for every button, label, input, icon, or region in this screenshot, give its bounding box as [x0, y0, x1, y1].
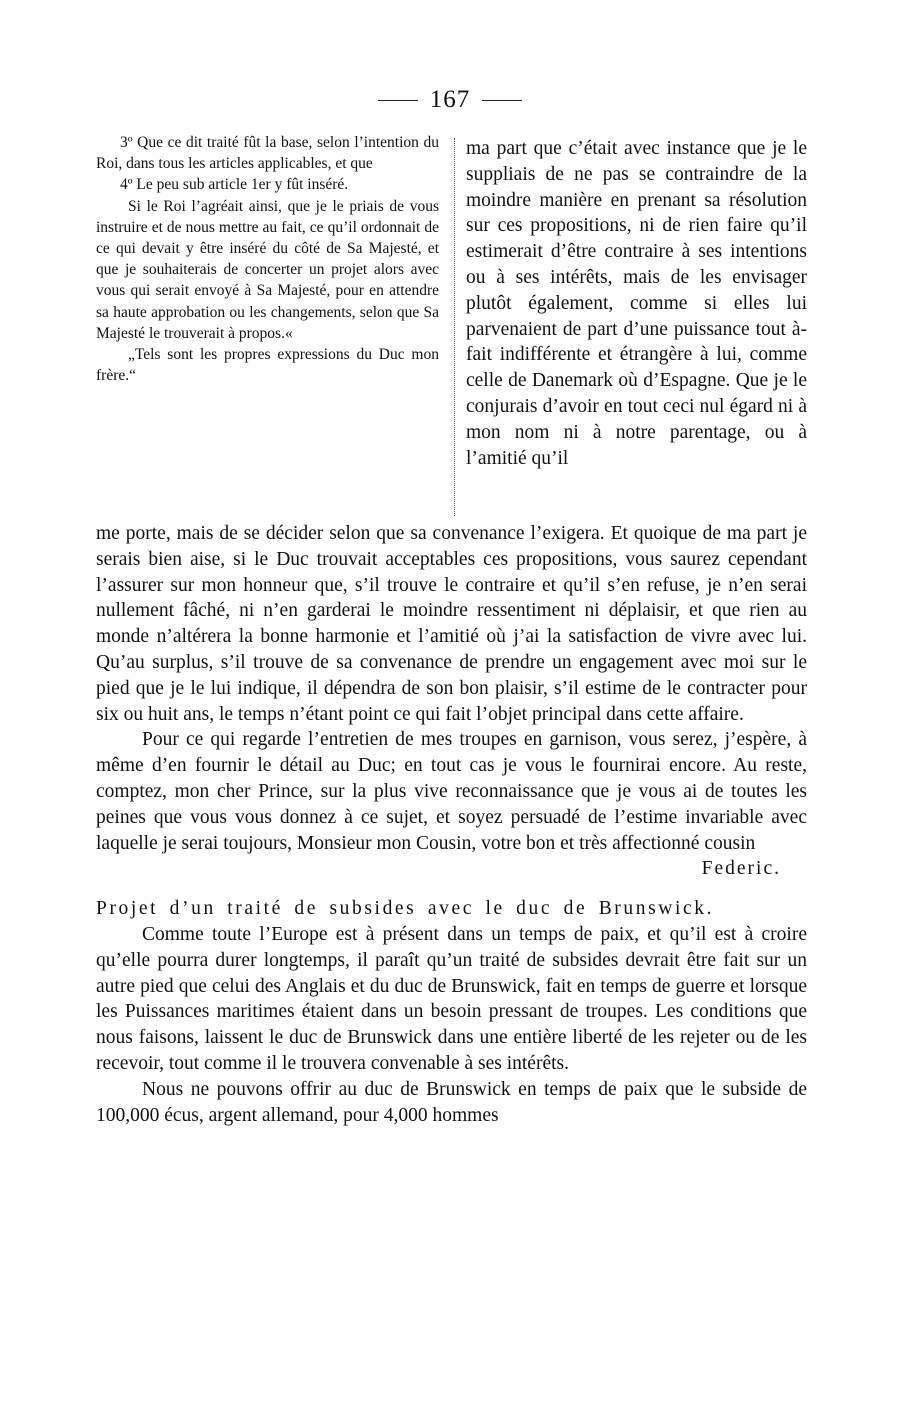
column-divider	[454, 138, 455, 516]
continuation-paragraph: me porte, mais de se décider selon que sa convenance l’exigera. Et quoique de ma part je serais bien aise, si le Duc trouvait acceptables ces propositions, vous saurez cependant l’assurer sur mon honneur que, s’il trouve le contraire et qu’il s’en refuse, je n’en serai nullement fâché, ni n’en garderai le moindre ressentiment ni déplaisir, et que rien au monde n’altérera la bonne harmonie et l’amitié où j’ai la satisfaction de vivre avec lui. Qu’au surplus, s’il trouve de sa convenance de prendre un engagement avec moi sur le pied que je le lui indique, il dépendra de son bon plaisir, s’il estime de le contracter pour six ou huit ans, le temps n’étant point ce qui fait l’objet principal dans cette affaire.	[96, 523, 807, 725]
left-paragraph-3: Si le Roi l’agréait ainsi, que je le priais de vous instruire et de nous mettre au fait, ce qu’il ordonnait de ce qui devait y être inséré du côté de Sa Majesté, et que je souhaiterais de concerter un projet alors avec vous qui serait envoyé à Sa Majesté, pour en attendre sa haute approbation ou les changements, selon que Sa Majesté le trouverait à propos.«	[96, 197, 439, 342]
page-number: 167	[429, 86, 471, 113]
paragraph-troupes: Pour ce qui regarde l’entretien de mes troupes en garnison, vous serez, j’espère, à même d’en fournir le détail au Duc; en tout cas je vous le fournirai encore. Au reste, comptez, mon cher Prince, sur la plus vive reconnaissance que je vous ai de toutes les peines que vous vous donnez à ce sujet, et soyez persuadé de l’estime invariable avec laquelle je serai toujours, Monsieur mon Cousin, votre bon et très affectionné cousin	[96, 729, 807, 854]
left-paragraph-1: 3º Que ce dit traité fût la base, selon l’intention du Roi, dans tous les articles applicables, et que	[96, 134, 439, 173]
page-header	[0, 82, 900, 118]
right-column	[466, 136, 807, 471]
header-rule-left	[378, 100, 418, 101]
header-rule-right	[482, 100, 522, 101]
section-title: Projet d’un traité de subsides avec le duc de Brunswick.	[96, 898, 715, 920]
right-column-text: ma part que c’était avec instance que je le suppliais de ne pas se contraindre de la moindre manière en prenant sa résolution sur ces propositions, ni de rien faire qu’il estimerait d’être contraire à ses intentions ou à ses intérêts, mais de les envisager plutôt également, comme si elles lui parvenaient de part d’une puissance tout à-fait indifférente et étrangère à lui, comme celle de Danemark où d’Espagne. Que je le conjurais d’avoir en tout ceci nul égard ni à mon nom ni à notre parentage, ou à l’amitié qu’il	[466, 138, 807, 469]
main-text	[96, 521, 807, 1128]
left-paragraph-2: 4º Le peu sub article 1er y fût inséré.	[120, 176, 349, 194]
signature: Federic.	[701, 858, 781, 880]
left-column	[96, 132, 439, 386]
paragraph-subside: Nous ne pouvons offrir au duc de Brunswick en temps de paix que le subside de 100,000 écus, argent allemand, pour 4,000 hommes	[96, 1078, 807, 1126]
paragraph-europe: Comme toute l’Europe est à présent dans un temps de paix, et qu’il est à croire qu’elle pourra durer longtemps, il paraît qu’un traité de subsides devrait être fait sur un autre pied que celui des Anglais et du duc de Brunswick, fait en temps de guerre et lorsque les Puissances maritimes étaient dans un besoin pressant de troupes. Les conditions que nous faisons, laissent le duc de Brunswick dans une entière liberté de les rejeter ou de les recevoir, tout comme il le trouvera convenable à ses intérêts.	[96, 923, 807, 1074]
left-paragraph-4: „Tels sont les propres expressions du Duc mon frère.“	[96, 346, 439, 385]
